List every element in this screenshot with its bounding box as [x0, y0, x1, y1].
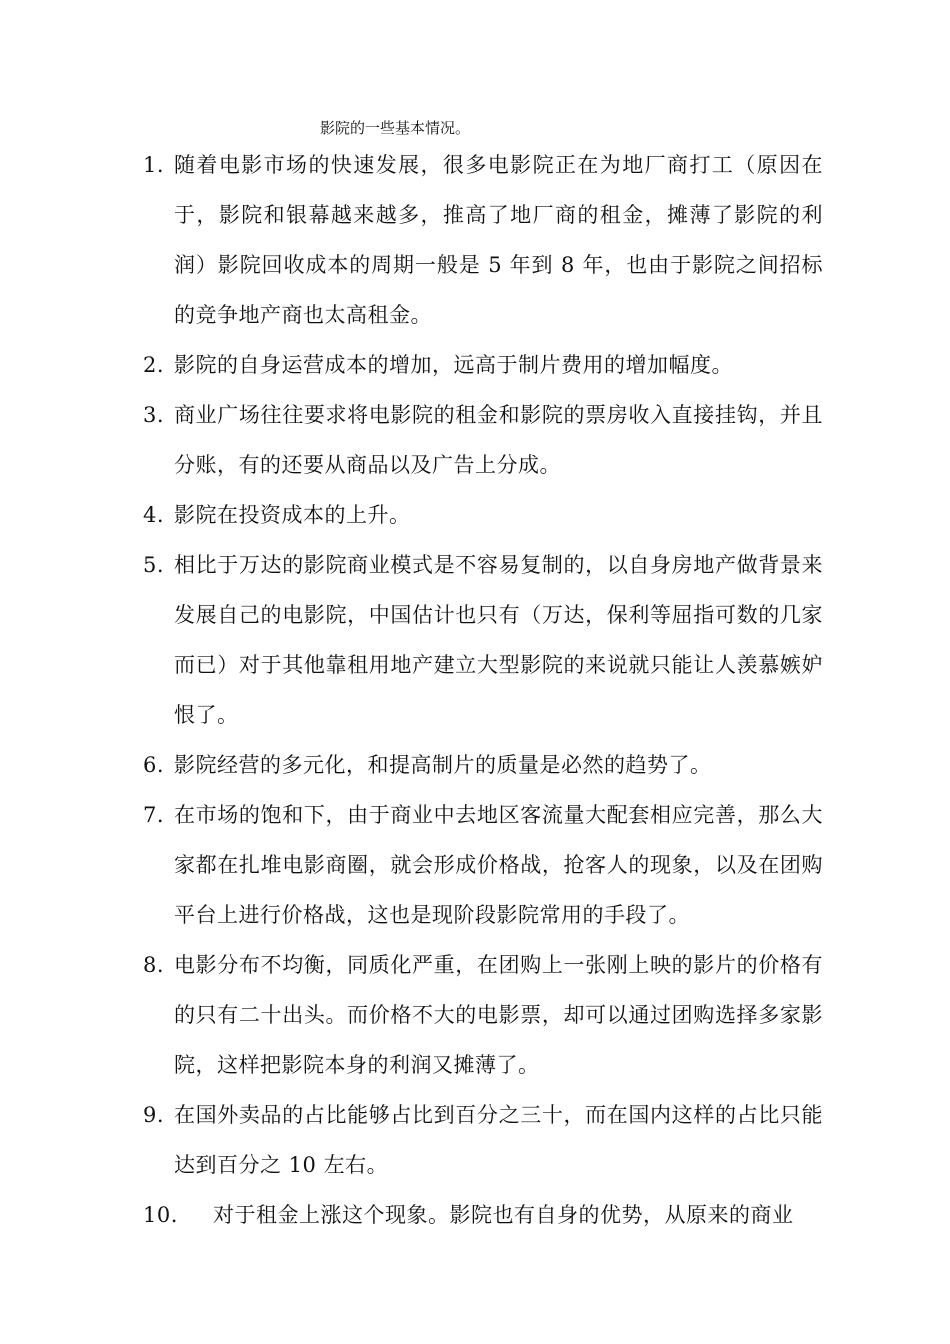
list-item-text: 在市场的饱和下，由于商业中去地区客流量大配套相应完善，那么大家都在扎堆电影商圈，就会形成价格战，抢客人的现象，以及在团购平台上进行价格战，这也是现阶段影院常用的手段了。	[174, 803, 823, 927]
list-item	[143, 740, 823, 790]
list-item-text: 商业广场往往要求将电影院的租金和影院的票房收入直接挂钩，并且分账，有的还要从商品以及广告上分成。	[174, 403, 823, 477]
list-item	[143, 1090, 823, 1190]
list-item-number: 8.	[143, 953, 165, 977]
list-item	[143, 540, 823, 740]
list-item-text: 影院经营的多元化，和提高制片的质量是必然的趋势了。	[174, 753, 712, 777]
numbered-list	[143, 140, 823, 1240]
list-item-text: 相比于万达的影院商业模式是不容易复制的，以自身房地产做背景来发展自己的电影院，中国估计也只有（万达，保利等屈指可数的几家而已）对于其他靠租用地产建立大型影院的来说就只能让人羡慕嫉妒恨了。	[174, 553, 823, 727]
list-item-number: 5.	[143, 553, 165, 577]
list-item-number: 4.	[143, 503, 165, 527]
list-item-number: 3.	[143, 403, 165, 427]
list-item	[143, 940, 823, 1090]
list-item-text: 随着电影市场的快速发展，很多电影院正在为地厂商打工（原因在于，影院和银幕越来越多，推高了地厂商的租金，摊薄了影院的利润）影院回收成本的周期一般是 5 年到 8 年，也由于影院之间招标的竞争地产商也太高租金。	[174, 153, 823, 327]
list-item-text: 对于租金上涨这个现象。影院也有自身的优势，从原来的商业	[213, 1203, 794, 1227]
list-item-number: 1.	[143, 153, 165, 177]
document-heading: 影院的一些基本情况。	[320, 119, 471, 137]
list-item	[143, 790, 823, 940]
list-item	[143, 1190, 823, 1240]
list-item-number: 10.	[143, 1203, 178, 1227]
list-item	[143, 490, 823, 540]
list-item	[143, 140, 823, 340]
list-item-text: 在国外卖品的占比能够占比到百分之三十，而在国内这样的占比只能达到百分之 10 左右。	[174, 1103, 823, 1177]
list-item-number: 9.	[143, 1103, 165, 1127]
list-item	[143, 340, 823, 390]
list-item-number: 2.	[143, 353, 165, 377]
list-item	[143, 390, 823, 490]
list-item-text: 影院在投资成本的上升。	[174, 503, 411, 527]
list-item-number: 7.	[143, 803, 165, 827]
list-item-text: 电影分布不均衡，同质化严重，在团购上一张刚上映的影片的价格有的只有二十出头。而价格不大的电影票，却可以通过团购选择多家影院，这样把影院本身的利润又摊薄了。	[174, 953, 823, 1077]
list-item-number: 6.	[143, 753, 165, 777]
list-item-text: 影院的自身运营成本的增加，远高于制片费用的增加幅度。	[174, 353, 733, 377]
